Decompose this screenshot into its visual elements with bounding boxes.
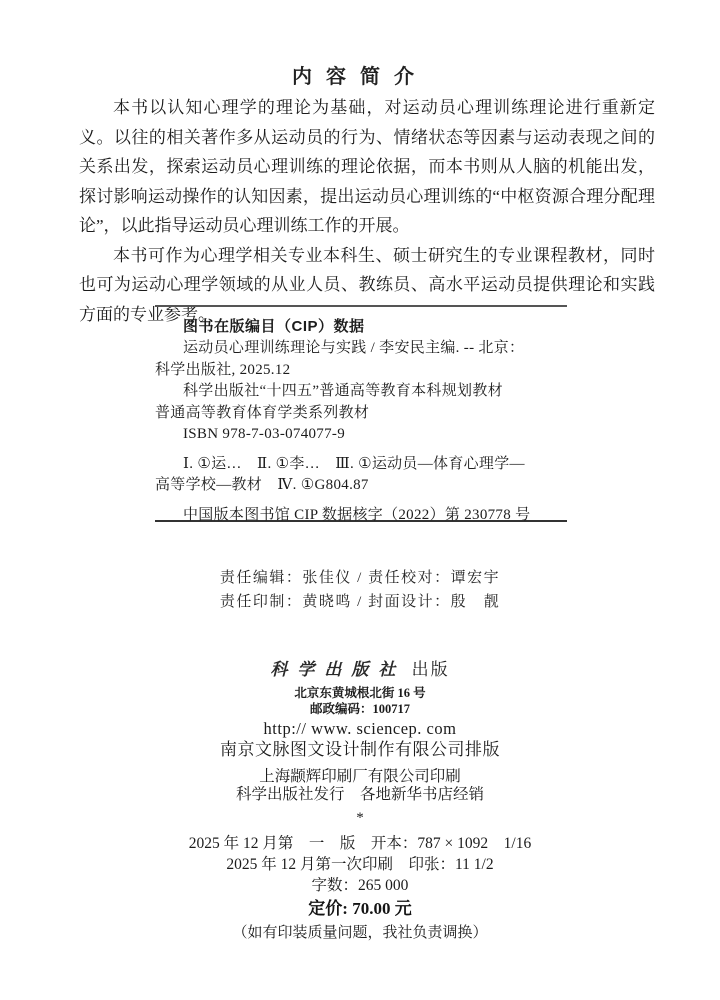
word-count-line: 字数：265 000 bbox=[311, 877, 409, 894]
staff-production-line: 责任印制：黄晓鸣 / 封面设计：殷 靓 bbox=[219, 594, 501, 610]
cip-classification-line-2: 高等学校—教材 Ⅳ. ①G804.87 bbox=[155, 477, 369, 493]
distribution-line: 科学出版社发行 各地新华书店经销 bbox=[235, 786, 484, 803]
staff-credits bbox=[0, 566, 720, 614]
cip-record-number: 中国版本图书馆 CIP 数据核字（2022）第 230778 号 bbox=[183, 506, 531, 523]
science-press-logo: 科学出版社 bbox=[270, 660, 406, 679]
staff-editors-line: 责任编辑：张佳仪 / 责任校对：谭宏宇 bbox=[219, 570, 501, 586]
publisher-address: 北京东黄城根北街 16 号 bbox=[294, 686, 426, 700]
printer-line: 上海颛辉印刷厂有限公司印刷 bbox=[259, 768, 461, 785]
cip-data-block bbox=[155, 305, 567, 522]
impression-line: 2025 年 12 月第一次印刷 印张：11 1/2 bbox=[226, 856, 494, 873]
cip-title-line: 运动员心理训练理论与实践 / 李安民主编. -- 北京： bbox=[183, 340, 525, 356]
publisher-logo-line bbox=[0, 657, 720, 682]
publisher-postcode: 邮政编码：100717 bbox=[309, 702, 410, 716]
cip-heading: 图书在版编目（CIP）数据 bbox=[183, 318, 365, 335]
edition-line: 2025 年 12 月第 一 版 开本：787 × 1092 1/16 bbox=[188, 835, 532, 852]
quality-note: （如有印装质量问题，我社负责调换） bbox=[232, 925, 488, 941]
price-line: 定价: 70.00 元 bbox=[308, 899, 412, 918]
asterisk-divider: * bbox=[356, 810, 364, 826]
publisher-website: http:// www. sciencep. com bbox=[263, 719, 457, 738]
publisher-logo-suffix: 出版 bbox=[411, 660, 450, 679]
summary-paragraph-1: 本书以认知心理学的理论为基础，对运动员心理训练理论进行重新定义。以往的相关著作多从运动员的行为、情绪状态等因素与运动表现之间的关系出发，探索运动员心理训练的理论依据，而本书则从人脑的机能出发，探讨影响运动操作的认知因素，提出运动员心理训练的“中枢资源合理分配理论”，以此指导运动员心理训练工作的开展。 bbox=[79, 98, 655, 235]
printing-colophon bbox=[0, 740, 720, 943]
typesetter-line: 南京文脉图文设计制作有限公司排版 bbox=[220, 740, 500, 759]
content-summary-title: 内容简介 bbox=[292, 66, 428, 88]
cip-series-line-1: 科学出版社“十四五”普通高等教育本科规划教材 bbox=[183, 383, 503, 399]
summary-paragraph-2: 本书可作为心理学相关专业本科生、硕士研究生的专业课程教材，同时也可为运动心理学领域的从业人员、教练员、高水平运动员提供理论和实践方面的专业参考。 bbox=[79, 245, 655, 324]
cip-publisher-line: 科学出版社, 2025.12 bbox=[155, 361, 291, 378]
cip-classification-line-1: Ⅰ. ①运… Ⅱ. ①李… Ⅲ. ①运动员—体育心理学— bbox=[183, 455, 525, 472]
cip-series-line-2: 普通高等教育体育学类系列教材 bbox=[155, 404, 370, 421]
publisher-block bbox=[0, 657, 720, 738]
content-summary bbox=[79, 93, 655, 329]
cip-isbn: ISBN 978-7-03-074077-9 bbox=[183, 426, 346, 442]
